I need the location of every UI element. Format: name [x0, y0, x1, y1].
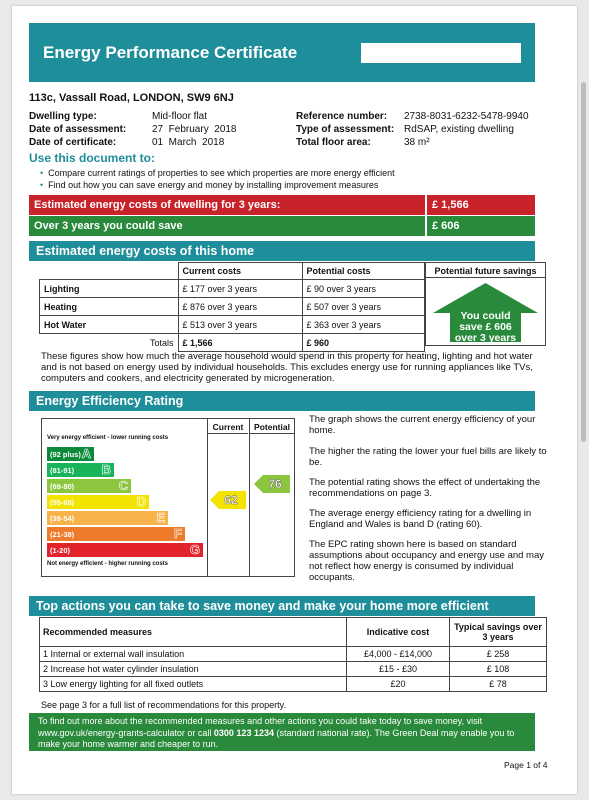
- certificate-date-value: 01 March 2018: [152, 137, 225, 148]
- table-row: [40, 618, 547, 647]
- table-row: [40, 334, 425, 352]
- footer-text: To find out more about the recommended measures and other actions you could take today to save money, visit www.gov.uk/energy-grants-calculator or call 0300 123 1234 (standard national rate). The Green Deal may enable you to make your home warmer and cheaper to run.: [38, 716, 515, 749]
- property-address: 113c, Vassall Road, LONDON, SW9 6NJ: [29, 92, 234, 104]
- bottom-note: Not energy efficient - higher running costs: [47, 561, 169, 567]
- dwelling-type-value: Mid-floor flat: [152, 111, 208, 122]
- page-number: Page 1 of 4: [504, 760, 548, 770]
- assessment-date-label: Date of assessment:: [29, 124, 127, 135]
- blank-header: [40, 263, 179, 280]
- rating-text-4: The average energy efficiency rating for a dwelling in England and Wales is band D (rating 60).: [309, 508, 532, 530]
- row-label: Lighting: [40, 280, 179, 298]
- total-potential: £ 960: [302, 334, 425, 352]
- savings-arrow-line-2: save £ 606: [459, 321, 512, 333]
- potential-cost: £ 363 over 3 years: [302, 316, 425, 334]
- scrollbar[interactable]: [581, 82, 586, 442]
- indicative-cost: £15 - £30: [347, 662, 450, 677]
- cost-header: Indicative cost: [347, 618, 450, 647]
- table-row: [40, 316, 425, 334]
- phone-number: 0300 123 1234: [213, 727, 274, 738]
- table-row: [40, 677, 547, 692]
- current-costs-header: Current costs: [178, 263, 302, 280]
- assessment-type-label: Type of assessment:: [296, 124, 395, 135]
- band-letter: B: [101, 462, 111, 477]
- rating-section-title: Energy Efficiency Rating: [36, 394, 184, 408]
- column-divider: [207, 434, 208, 576]
- savings-value: £ 606: [425, 216, 535, 236]
- row-label: Heating: [40, 298, 179, 316]
- assessment-date-value: 27 February 2018: [152, 124, 237, 135]
- current-cost: £ 876 over 3 years: [178, 298, 302, 316]
- typical-saving: £ 258: [450, 647, 547, 662]
- column-divider: [249, 434, 250, 576]
- costs-section-title: Estimated energy costs of this home: [36, 244, 255, 258]
- actions-note: See page 3 for a full list of recommendations for this property.: [41, 700, 286, 710]
- actions-section-title: Top actions you can take to save money and make your home more efficient: [36, 599, 489, 613]
- rating-section-header: [29, 391, 535, 411]
- indicative-cost: £4,000 - £14,000: [347, 647, 450, 662]
- table-row: [40, 263, 425, 280]
- future-savings-panel: [425, 262, 546, 346]
- floor-area-value: 38 m²: [404, 137, 430, 148]
- savings-arrow-line-1: You could: [460, 310, 511, 322]
- costs-section-header: [29, 241, 535, 261]
- rating-text-3: The potential rating shows the effect of undertaking the recommendations on page 3.: [309, 477, 541, 499]
- estimated-cost-bar: [29, 195, 535, 215]
- potential-rating-value: 76: [268, 477, 282, 491]
- reference-value: 2738-8031-6232-5478-9940: [404, 111, 529, 122]
- current-cost: £ 513 over 3 years: [178, 316, 302, 334]
- page-title: Energy Performance Certificate: [43, 43, 298, 62]
- use-document-title: Use this document to:: [29, 151, 156, 165]
- potential-rating-arrow: [254, 475, 290, 493]
- footer-info-box: [29, 713, 535, 751]
- rating-band-e: [47, 511, 168, 525]
- band-letter: F: [174, 526, 182, 541]
- actions-section-header: [29, 596, 535, 616]
- totals-label: Totals: [149, 337, 174, 348]
- row-label: Hot Water: [40, 316, 179, 334]
- table-row: [40, 280, 425, 298]
- rating-band-b: [47, 463, 114, 477]
- savings-arrow-icon: [426, 279, 545, 345]
- assessment-type-value: RdSAP, existing dwelling: [404, 124, 514, 135]
- current-cost: £ 177 over 3 years: [178, 280, 302, 298]
- rating-text-2: The higher the rating the lower your fuel bills are likely to be.: [309, 446, 547, 468]
- savings-header: Typical savings over 3 years: [450, 618, 547, 647]
- measure: 1 Internal or external wall insulation: [40, 647, 347, 662]
- band-letter: A: [81, 446, 91, 461]
- table-row: [40, 298, 425, 316]
- band-letter: G: [189, 542, 200, 557]
- band-range: (92 plus): [50, 450, 81, 459]
- estimated-cost-value: £ 1,566: [425, 195, 535, 215]
- current-rating-value: 62: [224, 493, 238, 507]
- potential-cost: £ 90 over 3 years: [302, 280, 425, 298]
- potential-costs-header: Potential costs: [302, 263, 425, 280]
- rating-text-5: The EPC rating shown here is based on standard assumptions about occupancy and energy use and may not reflect how energy is consumed by individual occupants.: [309, 539, 545, 583]
- dwelling-type-label: Dwelling type:: [29, 111, 97, 122]
- band-letter: D: [136, 494, 146, 509]
- future-savings-header: Potential future savings: [426, 263, 545, 278]
- table-row: [40, 647, 547, 662]
- costs-table: [39, 262, 425, 352]
- savings-label: Over 3 years you could save: [34, 220, 183, 232]
- header-blank-box: [361, 43, 521, 63]
- band-letter: E: [156, 510, 165, 525]
- header-banner: [29, 23, 535, 82]
- band-letter: C: [118, 478, 128, 493]
- total-current: £ 1,566: [178, 334, 302, 352]
- typical-saving: £ 78: [450, 677, 547, 692]
- band-range: (1-20): [50, 546, 71, 555]
- floor-area-label: Total floor area:: [296, 137, 371, 148]
- band-range: (39-54): [50, 514, 75, 523]
- table-row: [40, 662, 547, 677]
- rating-band-d: [47, 495, 149, 509]
- rating-band-c: [47, 479, 131, 493]
- measures-header: Recommended measures: [40, 618, 347, 647]
- rating-text-1: The graph shows the current energy efficiency of your home.: [309, 414, 536, 436]
- costs-note: These figures show how much the average household would spend in this property for heating, lighting and hot water and is not based on energy used by individual households. This excludes energy use for running appliances like TVs, computers and cookers, and electricity generated by microgeneration.: [41, 351, 533, 384]
- savings-bar: [29, 216, 535, 236]
- certificate-date-label: Date of certificate:: [29, 137, 117, 148]
- rating-chart: [41, 418, 295, 577]
- top-note: Very energy efficient - lower running costs: [47, 435, 169, 441]
- use-bullet-2: • Find out how you can save energy and money by installing improvement measures: [40, 180, 379, 190]
- band-range: (69-80): [50, 482, 75, 491]
- estimated-cost-label: Estimated energy costs of dwelling for 3 years:: [34, 199, 281, 211]
- measure: 3 Low energy lighting for all fixed outlets: [40, 677, 347, 692]
- potential-cost: £ 507 over 3 years: [302, 298, 425, 316]
- savings-arrow-line-3: over 3 years: [454, 332, 517, 344]
- current-rating-arrow: [210, 491, 246, 509]
- rating-band-f: [47, 527, 185, 541]
- actions-table: [39, 617, 547, 692]
- band-range: (81-91): [50, 466, 75, 475]
- indicative-cost: £20: [347, 677, 450, 692]
- typical-saving: £ 108: [450, 662, 547, 677]
- band-range: (21-38): [50, 530, 75, 539]
- rating-band-a: [47, 447, 94, 461]
- current-column-header: Current: [207, 419, 248, 434]
- measure: 2 Increase hot water cylinder insulation: [40, 662, 347, 677]
- rating-band-g: [47, 543, 203, 557]
- reference-label: Reference number:: [296, 111, 388, 122]
- use-bullet-1: • Compare current ratings of properties to see which properties are more energy efficient: [40, 168, 395, 178]
- band-range: (55-68): [50, 498, 75, 507]
- potential-column-header: Potential: [249, 419, 294, 434]
